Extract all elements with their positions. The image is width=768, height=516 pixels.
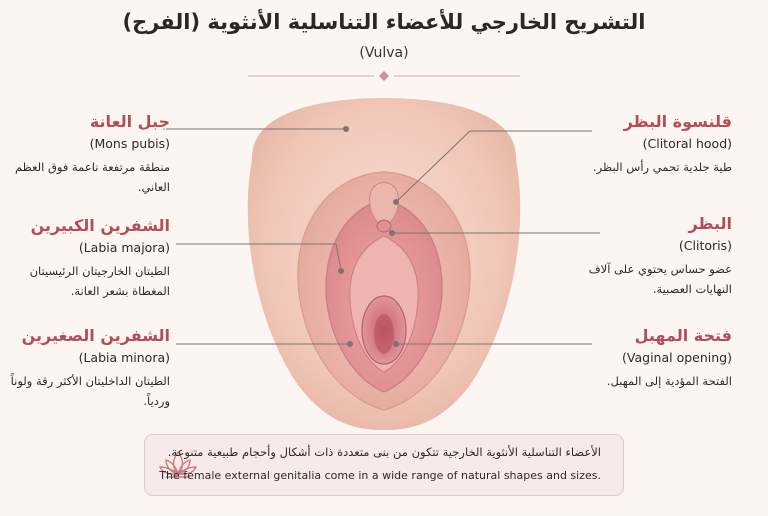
label-clitoral-hood	[562, 112, 732, 177]
labia-minora-desc: الطيتان الداخليتان الأكثر رقة ولوناً وردياً.	[10, 374, 170, 408]
label-mons-pubis	[0, 112, 170, 197]
clitoris-desc: عضو حساس يحتوي على آلاف النهايات العصبية.	[588, 262, 732, 296]
vaginal-opening-en: (Vaginal opening)	[622, 350, 732, 365]
clitoral-hood-ar: قلنسوة البظر	[623, 112, 732, 131]
note-arabic: الأعضاء التناسلية الأنثوية الخارجية تتكون من بنى متعددة ذات أشكال وأحجام طبيعية متنوعة.	[167, 445, 601, 459]
clitoris-ar: البظر	[688, 214, 732, 233]
label-vaginal-opening	[562, 326, 732, 391]
info-note	[144, 434, 624, 496]
label-labia-majora	[0, 216, 170, 301]
label-labia-minora	[0, 326, 170, 411]
mons-pubis-en: (Mons pubis)	[89, 136, 170, 151]
labia-majora-desc: الطيتان الخارجيتان الرئيسيتان المغطاة بشعر العانة.	[29, 264, 170, 298]
clitoral-hood-desc: طية جلدية تحمي رأس البظر.	[593, 160, 732, 174]
vaginal-opening-ar: فتحة المهبل	[634, 326, 732, 345]
vaginal-opening-desc: الفتحة المؤدية إلى المهبل.	[606, 374, 732, 388]
clitoral-hood-en: (Clitoral hood)	[642, 136, 732, 151]
mons-pubis-desc: منطقة مرتفعة ناعمة فوق العظم العاني.	[15, 160, 170, 194]
label-clitoris	[562, 214, 732, 299]
clitoris-shape	[377, 220, 391, 232]
page-title: التشريح الخارجي للأعضاء التناسلية الأنثوية (الفرج)	[122, 10, 646, 34]
labia-majora-en: (Labia majora)	[78, 240, 170, 255]
mons-pubis-ar: جبل العانة	[89, 112, 170, 131]
labia-minora-en: (Labia minora)	[78, 350, 170, 365]
clitoris-en: (Clitoris)	[678, 238, 732, 253]
page-subtitle: (Vulva)	[359, 45, 409, 61]
labia-majora-ar: الشفرين الكبيرين	[30, 216, 170, 235]
labia-minora-ar: الشفرين الصغيرين	[21, 326, 170, 345]
note-english: The female external genitalia come in a wide range of natural shapes and sizes.	[159, 469, 601, 482]
